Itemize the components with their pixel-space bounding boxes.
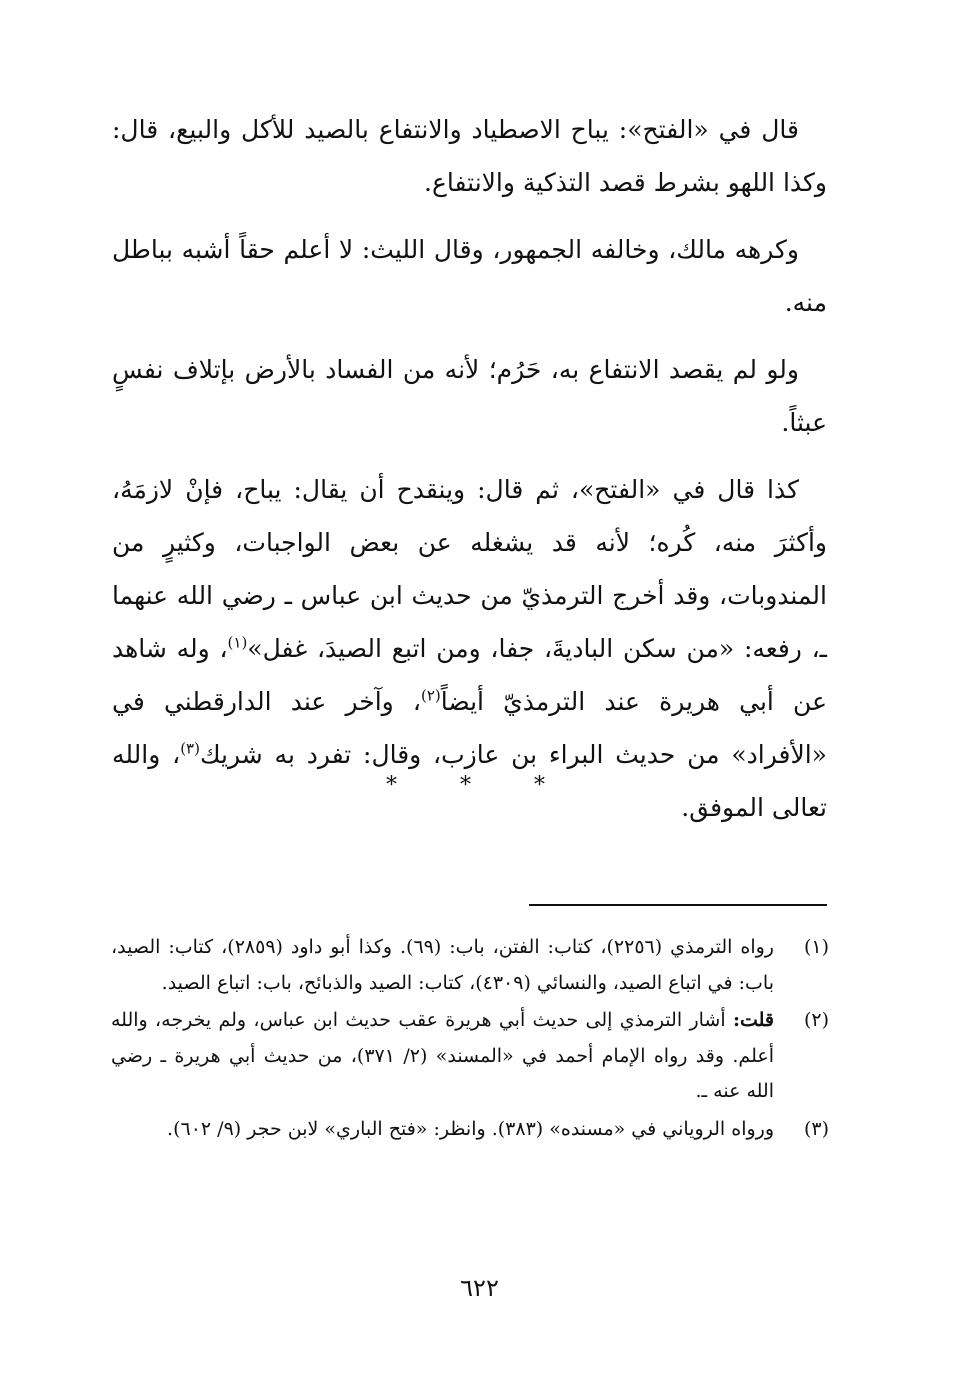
paragraph-2-text: وكرهه مالك، وخالفه الجمهور، وقال الليث: لا أعلم حقاً أشبه بباطل منه.: [112, 235, 827, 317]
footnote-2-number: (٢): [803, 1009, 829, 1031]
paragraph-1: [112, 103, 827, 209]
footnote-2-body: أشار الترمذي إلى حديث أبي هريرة عقب حديث ابن عباس، ولم يخرجه، والله أعلم. وقد رواه الإمام أحمد في «المسند» (٢/ ٣٧١)، من حديث أبي هريرة ـ رضي الله عنه ـ.: [111, 1009, 774, 1102]
footnote-1-body: رواه الترمذي (٢٢٥٦)، كتاب: الفتن، باب: (٦٩). وكذا أبو داود (٢٨٥٩)، كتاب: الصيد، باب: في اتباع الصيد، والنسائي (٤٣٠٩)، كتاب: الصيد والذبائح، باب: اتباع الصيد.: [111, 936, 774, 994]
page-number: ٦٢٢: [460, 1274, 499, 1302]
footnote-ref-3: (٣): [180, 739, 200, 758]
footnote-3-text: [111, 1112, 774, 1148]
footnote-1-text: [111, 930, 774, 1001]
footnote-ref-1: (١): [227, 633, 248, 652]
footnote-2: [111, 1003, 829, 1110]
paragraph-4-part-1: كذا قال في «الفتح»، ثم قال: وينقدح أن يقال: يباح، فإنْ لازمَهُ، وأكثرَ منه، كُره؛ لأنه قد يشغله عن بعض الواجبات، وكثيرٍ من المندوبات، وقد أخرج الترمذيّ من حديث ابن عباس ـ رضي الله عنهما ـ، رفعه: «من سكن الباديةَ، جفا، ومن اتبع الصيدَ، غفل»: [112, 475, 827, 663]
footnote-2-text: [111, 1003, 774, 1110]
paragraph-4-part-3: ، وآخر عند الدارقطني في «الأفراد» من حديث البراء بن عازب، وقال: تفرد به شريك: [112, 687, 827, 769]
footnote-2-lead: قلت:: [732, 1009, 774, 1031]
section-separator: * * *: [386, 773, 573, 798]
footnote-divider: [529, 904, 827, 906]
paragraph-3: [112, 343, 827, 449]
paragraph-2: [112, 223, 827, 329]
main-text: [112, 103, 827, 834]
footnote-3: [111, 1112, 829, 1148]
footnote-3-number: (٣): [803, 1117, 829, 1140]
footnote-1: [111, 930, 829, 1001]
footnote-ref-2: (٢): [421, 686, 441, 705]
paragraph-4-part-2: ، وله شاهد عن أبي هريرة عند الترمذيّ أيضاً: [112, 634, 827, 716]
footnote-3-body: ورواه الروياني في «مسنده» (٣٨٣). وانظر: «فتح الباري» لابن حجر (٩/ ٦٠٢).: [167, 1117, 774, 1140]
paragraph-1-text: قال في «الفتح»: يباح الاصطياد والانتفاع بالصيد للأكل والبيع، قال: وكذا اللهو بشرط قصد التذكية والانتفاع.: [112, 115, 827, 197]
footnote-1-number: (١): [803, 936, 829, 958]
footnotes: [111, 930, 829, 1149]
paragraph-4-part-4: ، والله تعالى الموفق.: [112, 740, 827, 822]
paragraph-3-text: ولو لم يقصد الانتفاع به، حَرُم؛ لأنه من الفساد بالأرض بإتلاف نفسٍ عبثاً.: [112, 355, 827, 437]
